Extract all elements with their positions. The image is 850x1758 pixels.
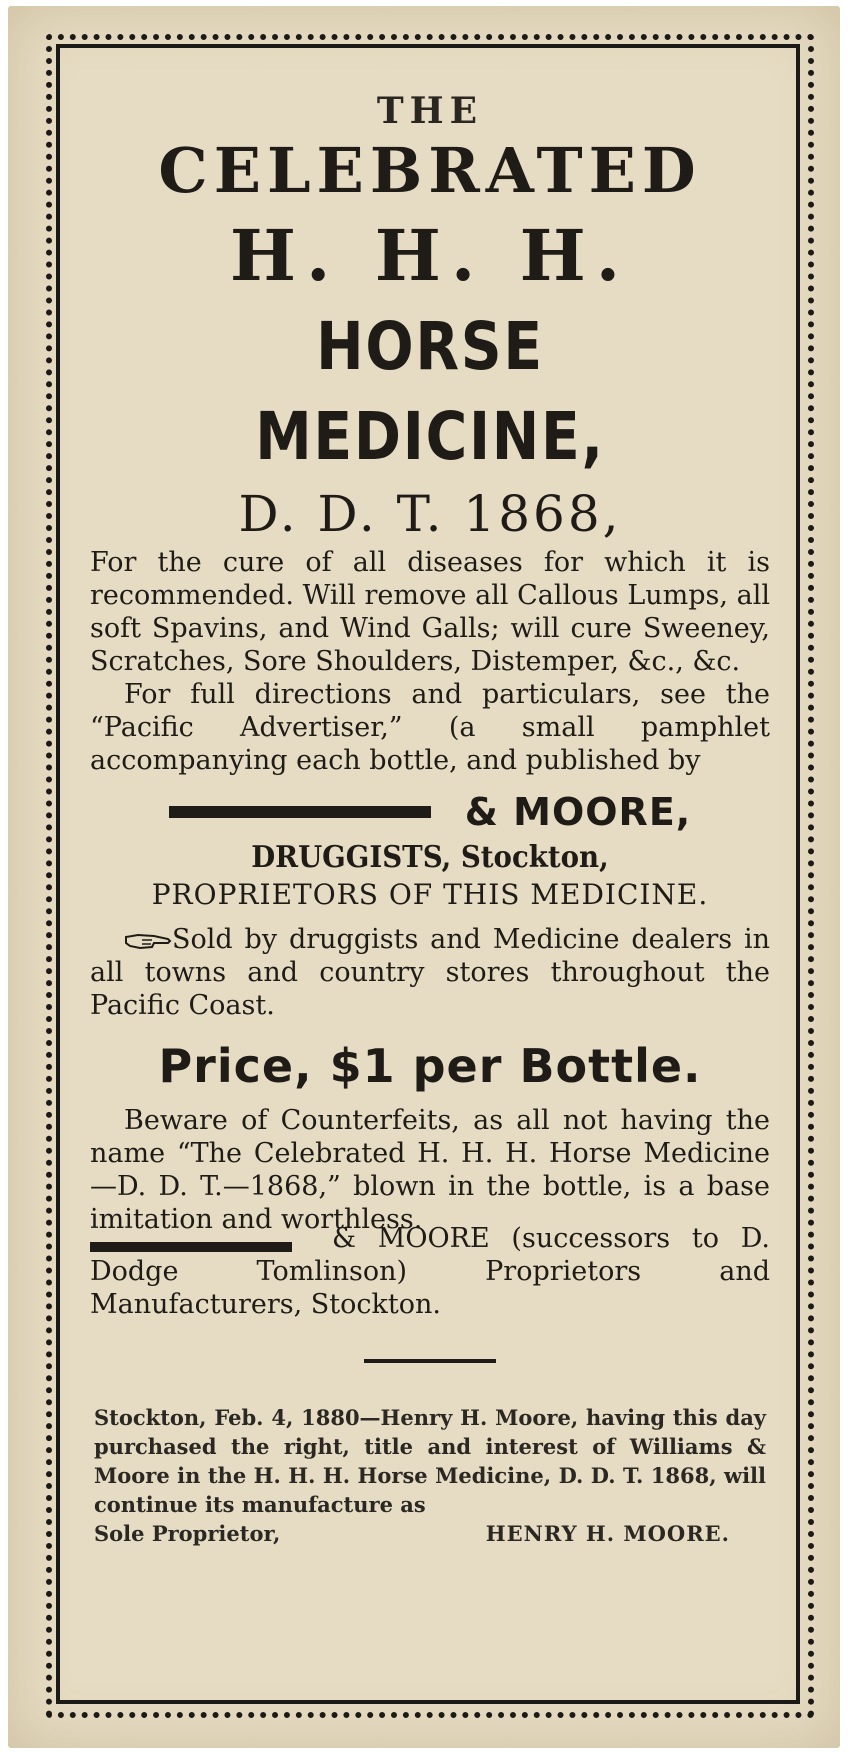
directions-paragraph: For full directions and particulars, see the “Pacific Advertiser,” (a small pamphlet accompanying each bottle, and published by: [90, 679, 770, 776]
firm-name: & MOORE,: [464, 790, 692, 834]
description-paragraph: For the cure of all diseases for which it is recommended. Will remove all Callous Lumps, all soft Spavins, and Wind Galls; will cure Sweeney, Scratches, Sore Shoulders, Distemper, &c., &c.: [90, 547, 770, 677]
beware-paragraph: Beware of Counterfeits, as all not having the name “The Celebrated H. H. H. Horse Medicine—D. D. T.—1868,” blown in the bottle, is a base imitation and worthless.: [90, 1105, 770, 1235]
heading-the: THE: [376, 90, 484, 132]
signature-name: HENRY H. MOORE.: [485, 1521, 730, 1546]
sole-proprietor-label: Sole Proprietor,: [94, 1521, 281, 1546]
druggists-line: DRUGGISTS, Stockton,: [251, 840, 609, 875]
pointing-hand-icon: [124, 931, 172, 951]
redacted-name-rule-2: [90, 1242, 292, 1252]
section-divider: [364, 1359, 496, 1363]
sale-notice: Stockton, Feb. 4, 1880—Henry H. Moore, having this day purchased the right, title and interest of Williams & Moore in the H. H. H. Horse Medicine, D. D. T. 1868, will continue its manufacture as: [94, 1405, 766, 1517]
signature-row: [90, 1519, 770, 1548]
heading-ddt: D. D. T. 1868,: [238, 485, 622, 543]
advertisement: [90, 90, 770, 1548]
heading-product: HORSE MEDICINE,: [255, 308, 605, 475]
price-line: Price, $1 per Bottle.: [158, 1039, 702, 1093]
sold-by-paragraph: [90, 923, 770, 1022]
heading-celebrated: CELEBRATED: [158, 134, 702, 207]
sold-by-text: Sold by druggists and Medicine dealers in all towns and country stores throughout the Pacific Coast.: [90, 924, 770, 1021]
heading-hhh: H. H. H.: [229, 214, 631, 297]
proprietors-line: PROPRIETORS OF THIS MEDICINE.: [151, 878, 709, 911]
successors-paragraph: & MOORE (successors to D. Dodge Tomlinson) Proprietors and Manufacturers, Stockton.: [90, 1223, 770, 1320]
firm-line: [90, 789, 770, 835]
redacted-name-rule: [169, 806, 431, 818]
